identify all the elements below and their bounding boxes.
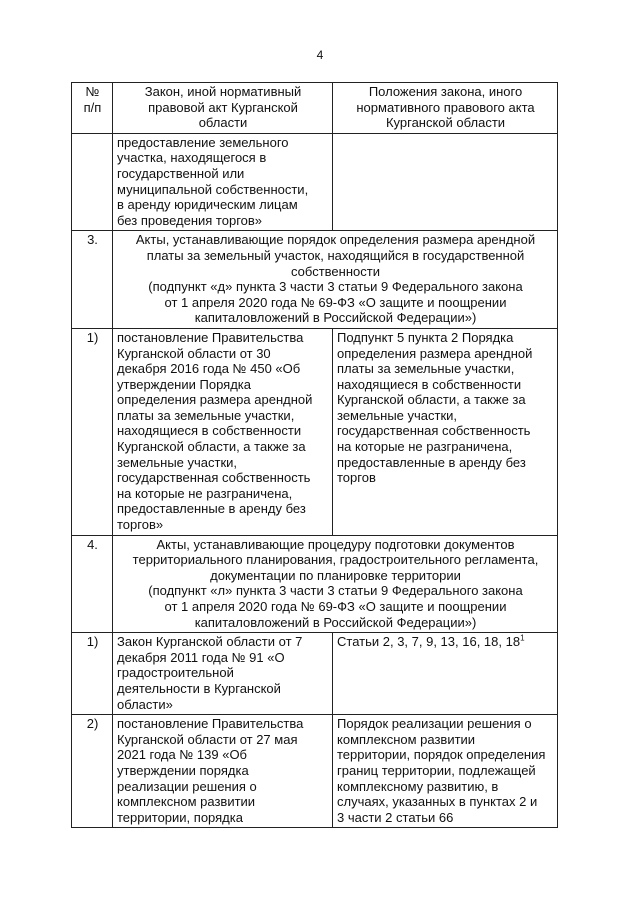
provisions-cell <box>333 633 558 715</box>
text-line: деятельности в Курганской <box>117 680 281 696</box>
text-line: предоставленные в аренду без <box>337 454 526 470</box>
text-line: земельные участки, <box>117 454 238 470</box>
text-line: случаях, указанных в пунктах 2 и <box>337 794 538 810</box>
text-line: находящиеся в собственности <box>337 376 522 392</box>
text-line: Положения закона, иного <box>368 84 523 99</box>
provisions-text: Статьи 2, 3, 7, 9, 13, 16, 18, 18 <box>337 634 521 650</box>
text-line: муниципальной собственности, <box>117 181 309 197</box>
header-provisions <box>333 83 558 134</box>
text-line: территории, порядка <box>117 809 243 825</box>
text-line: собственности <box>291 263 380 279</box>
text-line: п/п <box>83 99 102 115</box>
text-line: предоставление земельного <box>117 134 289 150</box>
text-line: Акты, устанавливающие процедуру подготовки документов <box>156 536 515 552</box>
table-row <box>72 633 558 715</box>
page-number: 4 <box>316 48 324 62</box>
text-line: в аренду юридическим лицам <box>117 197 298 213</box>
text-line: 2021 года № 139 «Об <box>117 747 248 763</box>
text-line: Подпункт 5 пункта 2 Порядка <box>337 329 514 345</box>
row-number: 2) <box>72 715 113 828</box>
text-line: комплексном развитии <box>117 794 256 810</box>
text-line: капиталовложений в Российской Федерации») <box>194 310 477 326</box>
text-line: декабря 2016 года № 450 «Об <box>117 361 301 377</box>
text-line: Курганской области от 30 <box>117 345 271 361</box>
text-line: правовой акт Курганской <box>148 99 298 115</box>
text-line: территории, порядок определения <box>337 747 546 763</box>
section-title <box>113 231 558 329</box>
text-line: без проведения торгов» <box>117 212 263 228</box>
act-cell <box>113 328 333 535</box>
provisions-superscript: 1 <box>520 633 525 643</box>
text-line: комплексном развитии <box>337 731 476 747</box>
section-title <box>113 535 558 633</box>
table-header-row <box>72 83 558 134</box>
text-line: области» <box>117 696 173 712</box>
text-line: торгов» <box>117 517 164 533</box>
act-cell <box>113 133 333 231</box>
provisions-cell <box>333 133 558 231</box>
text-line: торгов <box>337 470 376 486</box>
table-row <box>72 133 558 231</box>
section-row <box>72 535 558 633</box>
text-line: Закон, иной нормативный <box>144 84 302 99</box>
text-line: утверждении Порядка <box>117 376 251 392</box>
text-line: платы за земельный участок, находящийся в государственной <box>146 247 525 263</box>
text-line: определения размера арендной <box>337 345 533 361</box>
text-line: определения размера арендной <box>117 392 313 408</box>
text-line: № <box>85 84 100 99</box>
text-line: Курганской области от 27 мая <box>117 731 298 747</box>
text-line: документации по планировке территории <box>210 567 461 583</box>
section-number: 4. <box>72 535 113 633</box>
text-line: от 1 апреля 2020 года № 69-ФЗ «О защите и поощрении <box>164 294 507 310</box>
text-line: от 1 апреля 2020 года № 69-ФЗ «О защите и поощрении <box>164 599 507 614</box>
text-line: государственной или <box>117 165 245 181</box>
provisions-cell <box>333 328 558 535</box>
text-line: Курганской области, а также за <box>117 439 306 455</box>
text-line: Закон Курганской области от 7 <box>117 634 303 650</box>
section-number: 3. <box>72 231 113 329</box>
text-line: территориального планирования, градостроительного регламента, <box>132 552 539 568</box>
text-line: (подпункт «д» пункта 3 части 3 статьи 9 Федерального закона <box>148 279 523 295</box>
section-row <box>72 231 558 329</box>
row-number <box>72 133 113 231</box>
act-cell <box>113 715 333 828</box>
text-line: 3 части 2 статьи 66 <box>337 809 454 825</box>
text-line: государственная собственность <box>337 423 531 439</box>
text-line: области <box>198 115 248 131</box>
text-line: капиталовложений в Российской Федерации») <box>194 614 477 630</box>
header-number <box>72 83 113 134</box>
table-row <box>72 328 558 535</box>
text-line: границ территории, подлежащей <box>337 762 536 778</box>
text-line: постановление Правительства <box>117 329 304 345</box>
text-line: платы за земельные участки, <box>337 361 515 377</box>
text-line: участка, находящегося в <box>117 150 267 166</box>
header-act <box>113 83 333 134</box>
text-line: Курганской области, а также за <box>337 392 526 408</box>
text-line: декабря 2011 года № 91 «О <box>117 649 285 665</box>
text-line: комплексному развитию, в <box>337 778 499 794</box>
text-line: земельные участки, <box>337 407 458 423</box>
text-line: (подпункт «л» пункта 3 части 3 статьи 9 Федерального закона <box>148 583 523 599</box>
text-line: Порядок реализации решения о <box>337 716 532 732</box>
text-line: постановление Правительства <box>117 716 304 732</box>
row-number: 1) <box>72 633 113 715</box>
table-row <box>72 715 558 828</box>
text-line: Акты, устанавливающие порядок определения размера арендной <box>135 232 536 248</box>
text-line: предоставленные в аренду без <box>117 501 306 517</box>
text-line: нормативного правового акта <box>356 99 535 115</box>
text-line: на которые не разграничена, <box>337 439 513 455</box>
text-line: на которые не разграничена, <box>117 485 293 501</box>
text-line: платы за земельные участки, <box>117 407 295 423</box>
text-line: Курганской области <box>385 115 506 131</box>
law-table <box>71 82 558 828</box>
act-cell <box>113 633 333 715</box>
text-line: государственная собственность <box>117 470 311 486</box>
text-line: реализации решения о <box>117 778 257 794</box>
provisions-cell <box>333 715 558 828</box>
text-line: градостроительной <box>117 665 234 681</box>
text-line: утверждении порядка <box>117 762 249 778</box>
text-line: находящиеся в собственности <box>117 423 302 439</box>
row-number: 1) <box>72 328 113 535</box>
